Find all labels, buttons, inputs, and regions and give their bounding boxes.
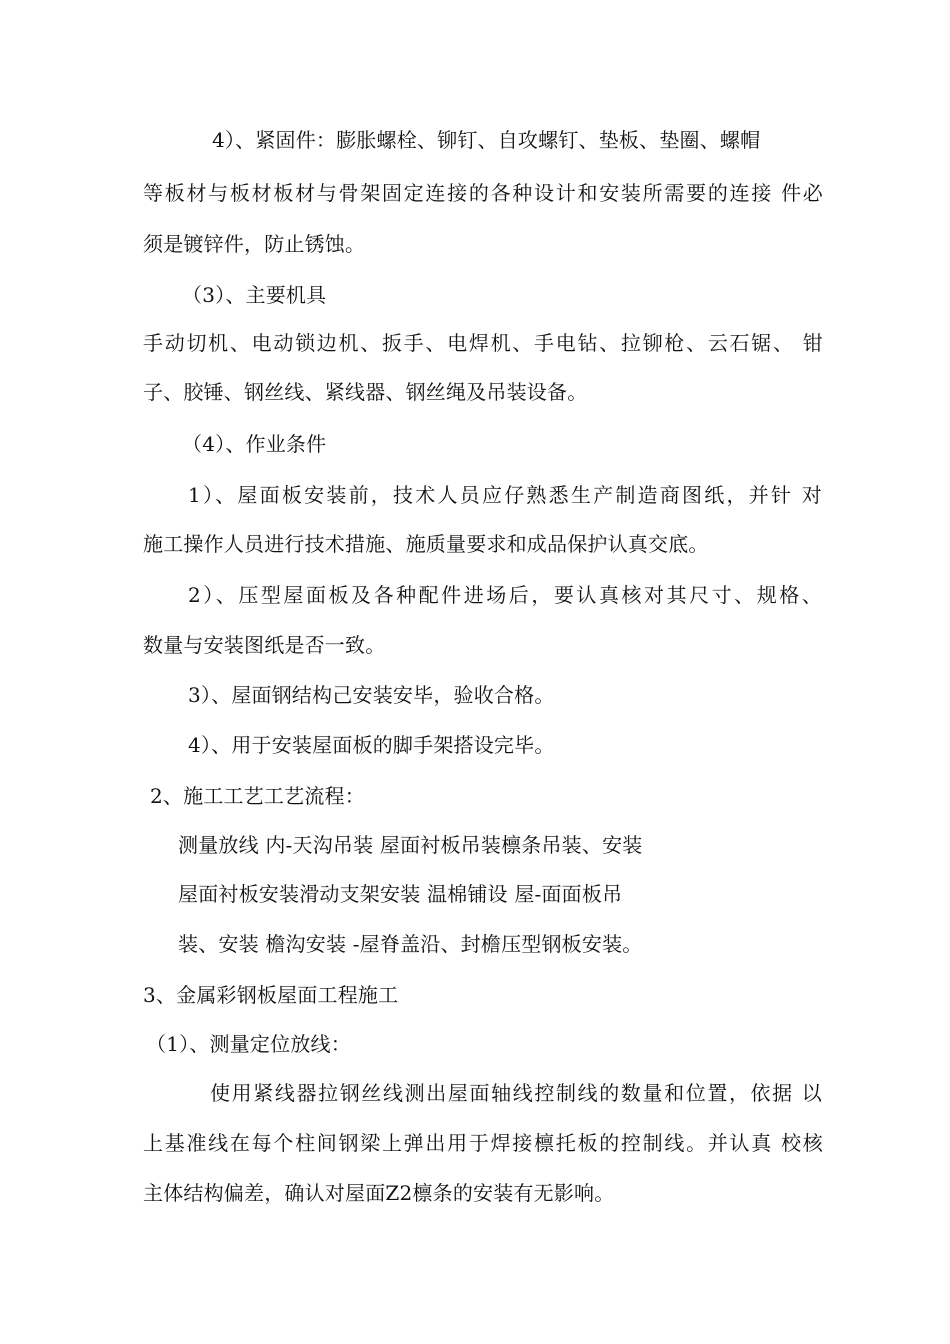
text-line-flow-1: 测量放线 内-天沟吊装 屋面衬板吊装檩条吊装、安装	[178, 833, 643, 857]
text-line-fasteners-cont: 等板材与板材板材与骨架固定连接的各种设计和安装所需要的连接 件必	[143, 181, 823, 205]
text-line-condition-2: 2）、压型屋面板及各种配件进场后，要认真核对其尺寸、规格、	[188, 583, 822, 607]
text-line-survey-cont: 上基准线在每个柱间钢梁上弹出用于焊接檩托板的控制线。并认真 校核	[143, 1131, 823, 1155]
heading-process-flow: 2、施工工艺工艺流程：	[150, 784, 365, 808]
text-line-condition-2-cont: 数量与安装图纸是否一致。	[143, 633, 386, 657]
heading-roof-construction: 3、金属彩钢板屋面工程施工	[143, 983, 399, 1007]
text-line-tools: 手动切机、电动锁边机、扳手、电焊机、手电钻、拉铆枪、云石锯、 钳	[143, 331, 823, 355]
heading-work-conditions: （4）、作业条件	[182, 432, 327, 456]
text-line-condition-3: 3）、屋面钢结构己安装安毕，验收合格。	[188, 683, 555, 707]
text-line-condition-4: 4）、用于安装屋面板的脚手架搭设完毕。	[188, 733, 555, 757]
text-line-galvanized: 须是镀锌件，防止锈蚀。	[143, 232, 366, 256]
text-line-flow-3: 装、安装 檐沟安装 -屋脊盖沿、封檐压型钢板安装。	[178, 932, 643, 956]
text-line-condition-1-cont: 施工操作人员进行技术措施、施质量要求和成品保护认真交底。	[143, 532, 709, 556]
heading-survey-positioning: （1）、测量定位放线：	[146, 1032, 351, 1056]
text-line-survey-end: 主体结构偏差，确认对屋面Z2檩条的安装有无影响。	[143, 1181, 615, 1205]
text-line-condition-1: 1）、屋面板安装前，技术人员应仔熟悉生产制造商图纸，并针 对	[188, 483, 822, 507]
heading-main-tools: （3）、主要机具	[182, 283, 327, 307]
text-line-fasteners: 4）、紧固件：膨胀螺栓、铆钉、自攻螺钉、垫板、垫圈、螺帽	[212, 128, 761, 152]
text-line-flow-2: 屋面衬板安装滑动支架安装 温棉铺设 屋-面面板吊	[178, 882, 623, 906]
text-line-tools-cont: 子、胶锤、钢丝线、紧线器、钢丝绳及吊装设备。	[143, 380, 588, 404]
text-line-survey: 使用紧线器拉钢丝线测出屋面轴线控制线的数量和位置，依据 以	[210, 1081, 822, 1105]
